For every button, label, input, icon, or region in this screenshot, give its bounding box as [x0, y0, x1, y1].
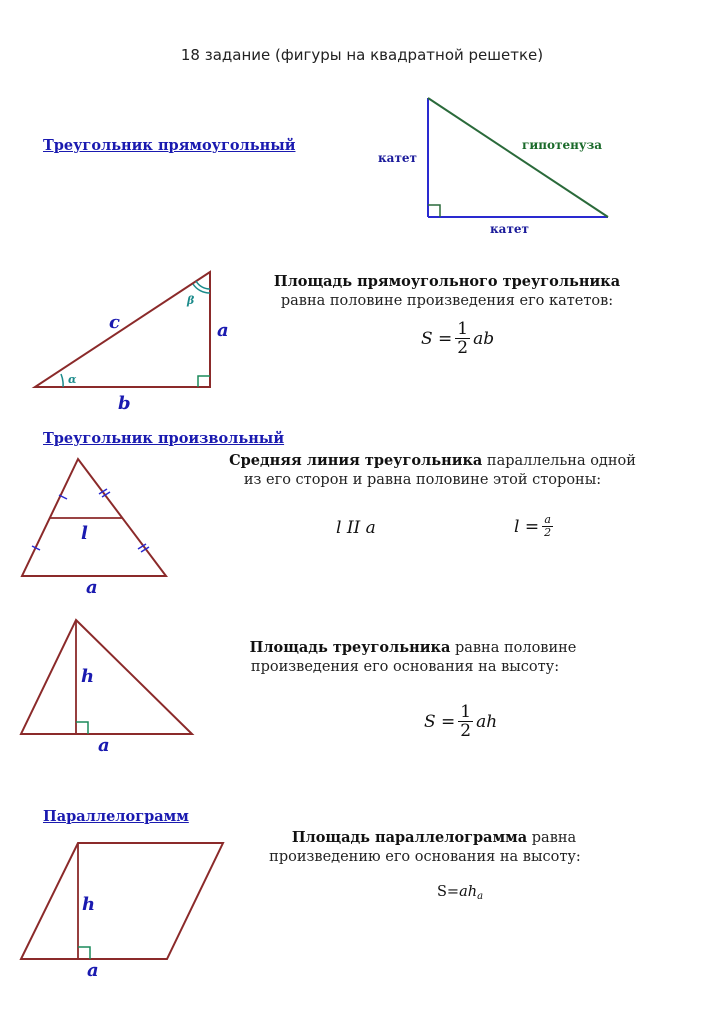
parallelogram-formula: [437, 884, 483, 902]
right-angle-mark: [76, 722, 88, 734]
right-angle-mark: [198, 376, 210, 387]
formula-lhs: S =: [424, 711, 456, 732]
page-title: 18 задание (фигуры на квадратной решетке): [180, 46, 544, 64]
triangle-abc: [35, 272, 210, 387]
beta-arc-1: [196, 281, 210, 289]
midline-half-formula: [514, 514, 556, 539]
triangle-area-text: [195, 638, 615, 677]
heading-parallelogram[interactable]: Параллелограмм: [43, 808, 189, 825]
heading-right-triangle[interactable]: Треугольник прямоугольный: [43, 137, 296, 154]
fraction-num: a: [544, 513, 551, 526]
formula-lhs: S =: [421, 328, 453, 349]
label-c: c: [109, 312, 120, 333]
hypotenuse-label: гипотенуза: [522, 138, 603, 152]
label-a: a: [217, 320, 229, 341]
fraction-num: 1: [460, 702, 472, 722]
triangle-area-bold: Площадь треугольника: [249, 639, 451, 656]
label-a: a: [86, 577, 98, 597]
label-beta: β: [187, 294, 195, 307]
formula-lhs: l =: [514, 516, 540, 537]
midline-text: [175, 451, 670, 490]
heading-arbitrary-triangle[interactable]: Треугольник произвольный: [43, 430, 285, 447]
label-b: b: [118, 393, 131, 414]
parallelogram-diagram: [15, 835, 230, 985]
triangle-area-desc2: произведения его основания на высоту:: [250, 659, 560, 675]
formula-rhs: ah: [476, 711, 498, 732]
formula-fraction: [542, 514, 553, 539]
label-alpha: α: [68, 373, 77, 386]
fraction-den: 2: [457, 338, 469, 358]
formula-sub: a: [477, 891, 484, 902]
midline-bold: Средняя линия треугольника: [229, 452, 483, 469]
label-h: h: [82, 894, 96, 915]
parallelogram-bold: Площадь параллелограмма: [291, 829, 528, 846]
parallelogram-desc2: произведению его основания на высоту:: [269, 849, 581, 865]
alpha-arc: [61, 374, 63, 387]
formula-fraction: [455, 320, 470, 357]
label-h: h: [81, 666, 95, 687]
right-area-text: [232, 272, 662, 311]
midline-parallel-formula: l II a: [336, 518, 376, 538]
parallelogram-text: [225, 828, 625, 867]
label-a: a: [98, 735, 110, 756]
right-triangle-legs-diagram: [370, 90, 630, 240]
midline-desc1: параллельна одной: [482, 453, 636, 469]
formula-fraction: [458, 703, 473, 740]
parallelogram: [21, 843, 223, 959]
right-angle-mark: [428, 205, 440, 217]
formula-var: ah: [459, 884, 478, 900]
parallelogram-desc1: равна: [527, 830, 577, 846]
right-area-desc: равна половине произведения его катетов:: [280, 293, 614, 309]
fraction-num: 1: [457, 319, 469, 339]
triangle-area-desc1: равна половине: [450, 640, 577, 656]
right-area-bold: Площадь прямоугольного треугольника: [273, 273, 621, 290]
formula-prefix: S=: [437, 884, 460, 900]
hypotenuse-line: [428, 98, 608, 217]
label-a: a: [87, 960, 99, 981]
right-area-formula: [421, 320, 494, 357]
leg-label-vertical: катет: [378, 151, 417, 165]
label-l: l: [81, 523, 88, 544]
right-angle-mark: [78, 947, 90, 959]
leg-label-horizontal: катет: [490, 222, 529, 236]
formula-rhs: ab: [473, 328, 495, 349]
triangle-height-diagram: [15, 612, 200, 757]
triangle: [21, 620, 192, 734]
fraction-den: 2: [460, 721, 472, 741]
right-triangle-abc-diagram: [25, 262, 245, 417]
midline-desc2: из его сторон и равна половине этой стороны:: [243, 472, 602, 488]
triangle-area-formula: [424, 703, 497, 740]
fraction-den: 2: [544, 526, 552, 539]
midline-triangle-diagram: [15, 452, 180, 597]
